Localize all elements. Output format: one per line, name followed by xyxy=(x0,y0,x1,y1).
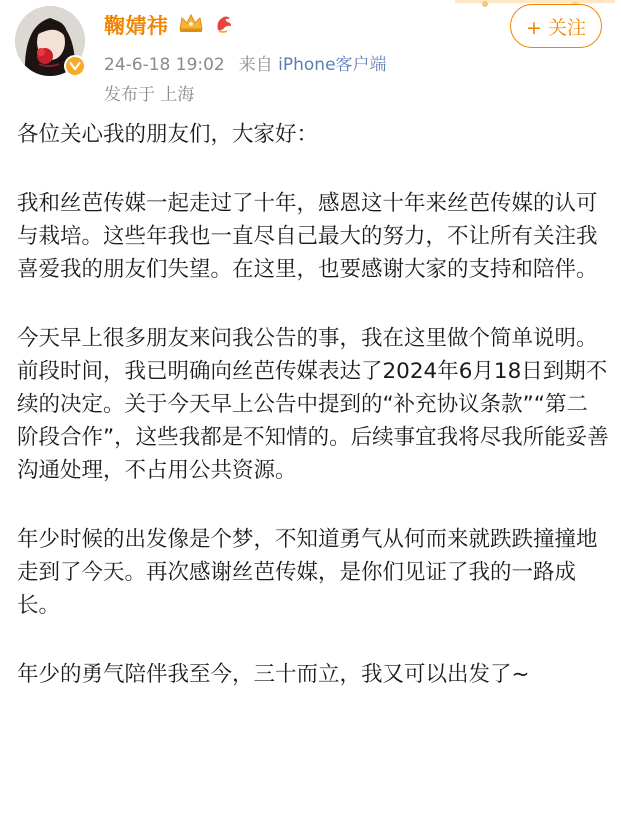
post-paragraph: 年少时候的出发像是个梦，不知道勇气从何而来就跌跌撞撞地走到了今天。再次感谢丝芭传媒，是你们见证了我的一路成长。 xyxy=(17,527,598,618)
follow-button[interactable]: + 关注 xyxy=(510,4,602,48)
post-paragraph: 各位关心我的朋友们，大家好： xyxy=(17,122,319,147)
post-body xyxy=(17,118,609,691)
vip-crown-icon[interactable] xyxy=(177,12,205,38)
post-timestamp: 24-6-18 19:02 xyxy=(104,55,225,75)
post-paragraph: 今天早上很多朋友来问我公告的事，我在这里做个简单说明。前段时间，我已明确向丝芭传媒表达了2024年6月18日到期不续的决定。关于今天早上公告中提到的“补充协议条款”“第二阶段合作”，这些我都是不知情的。后续事宜我将尽我所能妥善沟通处理，不占用公共资源。 xyxy=(17,326,609,483)
verified-badge-icon xyxy=(64,55,86,77)
post-header xyxy=(0,0,621,112)
paragraph-gap xyxy=(17,151,609,187)
post-location: 发布于 上海 xyxy=(104,85,195,105)
level-badge-icon[interactable] xyxy=(213,12,235,38)
source-device-link[interactable]: iPhone客户端 xyxy=(278,55,387,75)
username[interactable]: 鞠婧祎 xyxy=(104,14,169,38)
post-meta-time xyxy=(104,50,387,75)
post-paragraph: 年少的勇气陪伴我至今，三十而立，我又可以出发了~ xyxy=(17,662,530,687)
username-row xyxy=(104,8,235,42)
avatar[interactable] xyxy=(15,6,85,76)
source-prefix: 来自 xyxy=(238,55,273,75)
paragraph-gap xyxy=(17,286,609,322)
paragraph-gap xyxy=(17,622,609,658)
paragraph-gap xyxy=(17,487,609,523)
post-paragraph: 我和丝芭传媒一起走过了十年，感恩这十年来丝芭传媒的认可与栽培。这些年我也一直尽自己最大的努力，不让所有关注我喜爱我的朋友们失望。在这里，也要感谢大家的支持和陪伴。 xyxy=(17,191,598,282)
